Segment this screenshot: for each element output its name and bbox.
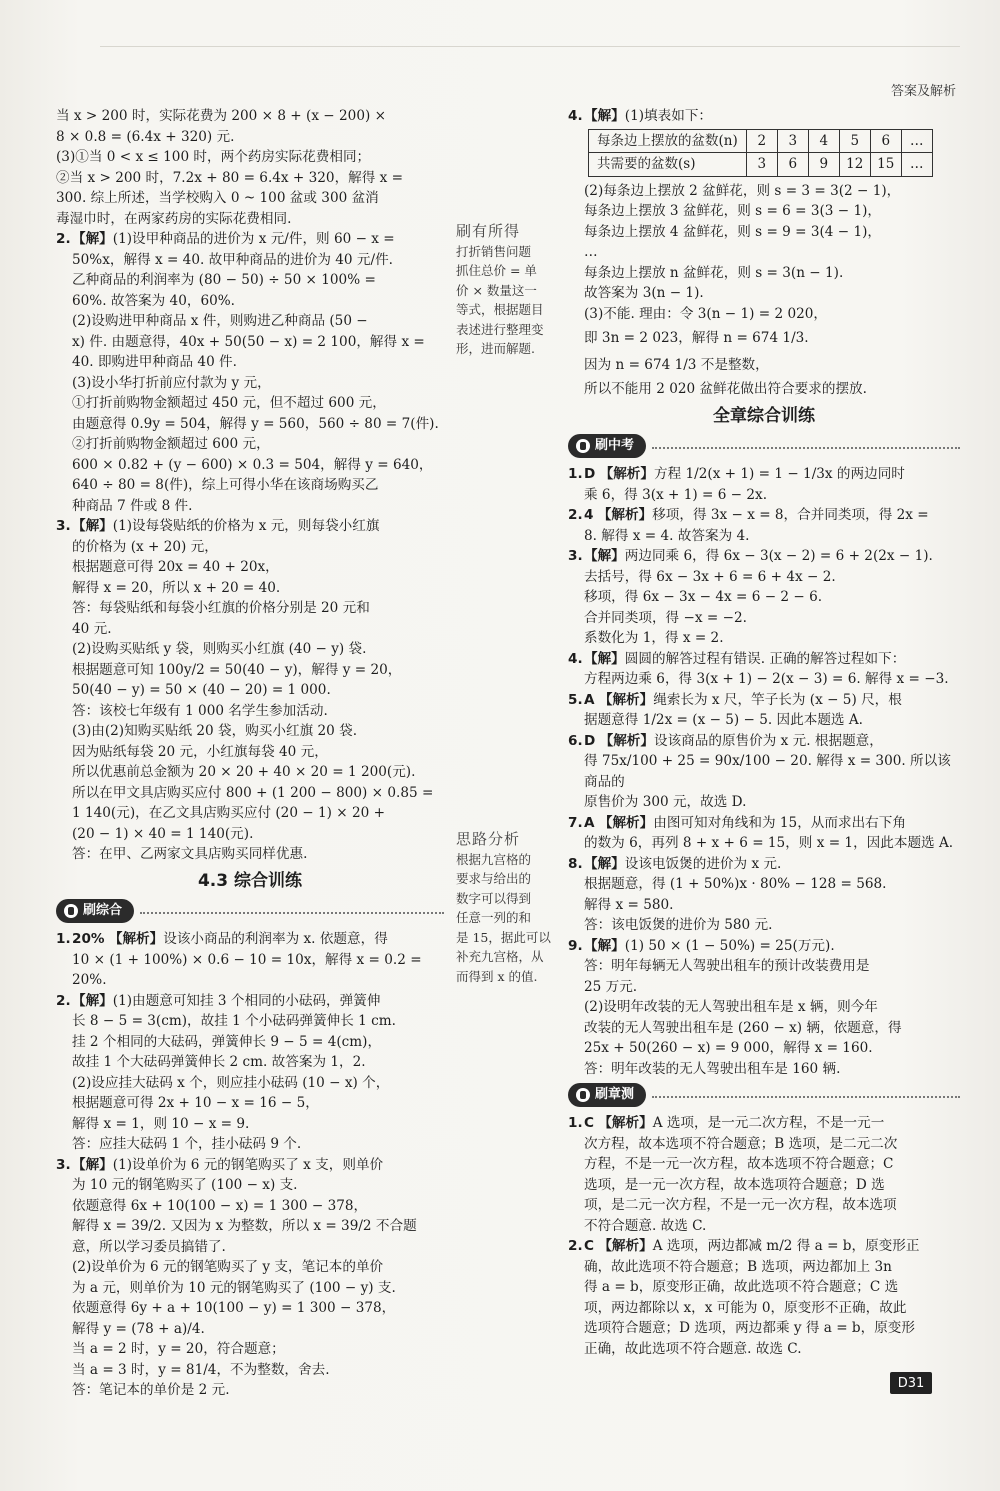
text-line: 乘 6，得 3(x + 1) = 6 − 2x. (584, 486, 768, 503)
question-number: 3. (56, 1156, 71, 1173)
zonghe-question-1 (56, 929, 444, 991)
answer-value: A (584, 691, 595, 708)
answer-tag: 【解析】 (598, 691, 654, 708)
question-4 (568, 106, 960, 400)
answer-tag: 【解】 (584, 548, 625, 564)
text-line: 10 × (1 + 100%) × 0.6 − 10 = 10x，解得 x = 0.2 = 20%. (72, 951, 426, 988)
text-line: 答：笔记本的单价是 2 元. (72, 1382, 230, 1398)
text-line: 1 140(元)，在乙文具店购买应付 (20 − 1) × 20 + (72, 805, 386, 821)
text-line: … (584, 244, 598, 260)
text-line: (2)设明年改装的无人驾驶出租车是 x 辆，则今年 (584, 999, 878, 1015)
question-number: 5. (568, 691, 583, 708)
table-cell: 2 (746, 129, 777, 153)
table-header: 共需要的盆数(s) (589, 153, 747, 177)
text-line: 正确，故此选项不符合题意. 故选 C. (584, 1340, 802, 1357)
question-number: 6. (568, 732, 583, 749)
side-note-2 (456, 830, 566, 986)
text-line: (2)设应挂大砝码 x 个，则应挂小砝码 (10 − x) 个， (72, 1074, 390, 1091)
brush-icon (64, 904, 78, 918)
text-line: (20 − 1) × 40 = 1 140(元). (72, 825, 254, 842)
text-line: 答：每袋贴纸和每袋小红旗的价格分别是 20 元和 (72, 600, 370, 616)
text-line: 得 75x/100 + 25 = 90x/100 − 20. 解得 x = 300. 所以该商品的 (584, 753, 951, 790)
answer-tag: 【解析】 (597, 507, 653, 523)
table-cell: 6 (777, 153, 808, 177)
text-line: A 选项，两边都减 m/2 得 a = b，原变形正 (652, 1238, 920, 1254)
text-line: 改装的无人驾驶出租车是 (260 − x) 辆，依题意，得 (584, 1019, 902, 1036)
text-line: ②当 x > 200 时，7.2x + 80 = 6.4x + 320，解得 x = (56, 169, 404, 186)
text-line: 每条边上摆放 3 盆鲜花，则 s = 6 = 3(3 − 1)， (584, 203, 882, 219)
right-column (568, 106, 960, 1359)
badge-label: 刷章测 (595, 1086, 635, 1102)
chapter-title: 全章综合训练 (713, 405, 815, 426)
text-line: 根据题意可知 100y/2 = 50(40 − y)，解得 y = 20， (72, 661, 402, 678)
text-line: 50(40 − y) = 50 × (40 − 20) = 1 000. (72, 682, 331, 698)
text-line: (2)每条边上摆放 2 盆鲜花，则 s = 3 = 3(2 − 1)， (584, 182, 901, 199)
text-line: 答：明年每辆无人驾驶出租车的预计改装费用是 (584, 958, 870, 974)
chapter-question-9 (568, 936, 960, 1080)
answer-value: C (584, 1115, 594, 1131)
text-line: 由图可知对角线和为 15，从而求出右下角 (653, 814, 906, 831)
text-line: 答：该电饭煲的进价为 580 元. (584, 917, 773, 933)
table-cell: 5 (839, 129, 870, 153)
table-row (589, 153, 933, 177)
text-line: 根据题意可得 2x + 10 − x = 16 − 5， (72, 1095, 319, 1111)
badge-zhangce (568, 1083, 646, 1107)
table-cell: … (901, 129, 932, 153)
text-line: 解得 x = 20，所以 x + 20 = 40. (72, 579, 281, 596)
brush-icon (576, 439, 590, 453)
chapter-question-5 (568, 690, 960, 731)
text-line: 300. 综上所述，当学校购入 0 ~ 100 盆或 300 盆消 (56, 190, 379, 206)
text-line: 答：该校七年级有 1 000 名学生参加活动. (72, 702, 328, 719)
text-line: 方程，不是一元一次方程，故本选项不符合题意；C (584, 1156, 894, 1172)
text-line: 所以不能用 2 020 盆鲜花做出符合要求的摆放. (584, 381, 867, 397)
text-line: (3)①当 0 < x ≤ 100 时，两个药房实际花费相同； (56, 149, 371, 165)
text-line: 当 a = 3 时，y = 81/4，不为整数，舍去. (72, 1361, 330, 1378)
text-line: 40 元. (72, 620, 112, 637)
question-number: 3. (568, 548, 583, 564)
text-line: 系数化为 1，得 x = 2. (584, 630, 724, 646)
table-cell: 3 (777, 129, 808, 153)
question-number: 1. (568, 1115, 583, 1131)
side-note-title: 思路分析 (456, 830, 521, 848)
text-line: 乙种商品的利润率为 (80 − 50) ÷ 50 × 100% = (72, 272, 376, 288)
header-rule (100, 46, 960, 47)
answer-tag: 【解】 (72, 1156, 113, 1173)
text-line: 移项，得 3x − x = 8，合并同类项，得 2x = (652, 507, 929, 523)
text-line: 次方程，故本选项不符合题意；B 选项，是二元二次 (584, 1135, 898, 1152)
chapter-question-3 (568, 546, 960, 649)
text-line: 去括号，得 6x − 3x + 6 = 6 + 4x − 2. (584, 568, 836, 585)
question-number: 1. (568, 466, 583, 482)
answer-tag: 【解析】 (598, 1238, 653, 1254)
text-line: 设该商品的原售价为 x 元. 根据题意， (654, 732, 883, 749)
fill-table (588, 129, 933, 177)
answer-tag: 【解】 (72, 518, 113, 534)
text-line: 解得 x = 39/2. 又因为 x 为整数，所以 x = 39/2 不合题 (72, 1218, 417, 1234)
answer-value: 4 (584, 507, 594, 523)
text-line: 答：明年改装的无人驾驶出租车是 160 辆. (584, 1060, 841, 1077)
text-line: (1)设甲种商品的进价为 x 元/件，则 60 − x = (112, 231, 395, 247)
text-line: (2)设购进甲种商品 x 件，则购进乙种商品 (50 − (72, 313, 368, 329)
question-number: 2. (56, 992, 71, 1009)
text-line: 故挂 1 个大砝码弹簧伸长 2 cm. 故答案为 1，2. (72, 1054, 366, 1070)
answer-value: 20% (72, 931, 105, 947)
text-line: 答：在甲、乙两家文具店购买同样优惠. (72, 846, 308, 862)
text-line: 40. 即购进甲种商品 40 件. (72, 354, 237, 370)
table-cell: 6 (870, 129, 901, 153)
question-2 (56, 229, 444, 516)
text-line: 种商品 7 件或 8 件. (72, 497, 193, 514)
side-note-line: 价 × 数量这一 (456, 282, 537, 298)
text-line: 不符合题意. 故选 C. (584, 1217, 707, 1234)
text-line: ②打折前购物金额超过 600 元， (72, 436, 270, 452)
answer-value: C (584, 1238, 594, 1254)
badge-label: 刷中考 (595, 437, 635, 453)
text-line: A 选项，是一元二次方程，不是一元一 (652, 1115, 885, 1131)
answer-tag: 【解】 (584, 855, 625, 872)
text-line: 50%x，解得 x = 40. 故甲种商品的进价为 40 元/件. (72, 251, 393, 268)
text-line: 原售价为 300 元，故选 D. (584, 794, 747, 810)
text-line: 方程 1/2(x + 1) = 1 − 1/3x 的两边同时 (654, 466, 905, 482)
text-line: ①打折前购物金额超过 450 元，但不超过 600 元， (72, 395, 386, 411)
text-line: 的价格为 (x + 20) 元， (72, 538, 218, 555)
text-line: (1)设单价为 6 元的钢笔购买了 x 支，则单价 (112, 1156, 384, 1173)
text-line: 由题意得 0.9y = 504，解得 y = 560，560 ÷ 80 = 7(件). (72, 415, 439, 432)
question-number: 2. (568, 1238, 583, 1254)
answer-tag: 【解析】 (598, 814, 654, 831)
answer-tag: 【解】 (584, 108, 625, 124)
test-question-1 (568, 1113, 960, 1236)
question-number: 1. (56, 931, 71, 947)
badge-row (568, 430, 960, 464)
brush-icon (576, 1088, 590, 1102)
table-cell: … (901, 153, 932, 177)
answer-value: D (584, 466, 596, 482)
text-line: 8 × 0.8 = (6.4x + 320) 元. (56, 128, 235, 145)
text-line: 项，两边都除以 x，x 可能为 0，原变形不正确，故此 (584, 1299, 907, 1316)
text-line: 选项符合题意；D 选项，两边都乘 y 得 a = b，原变形 (584, 1320, 915, 1336)
question-number: 3. (56, 518, 71, 534)
side-note-line: 而得到 x 的值. (456, 968, 538, 984)
text-line: (1)填表如下： (624, 108, 713, 124)
text-line: 毒湿巾时，在两家药房的实际花费相同. (56, 210, 292, 227)
text-line: 600 × 0.82 + (y − 600) × 0.3 = 504，解得 y = 640， (72, 456, 433, 473)
answer-tag: 【解析】 (598, 1115, 653, 1131)
text-line: 60%. 故答案为 40，60%. (72, 292, 235, 309)
answer-tag: 【解】 (584, 650, 625, 667)
text-line: 根据题意，得 (1 + 50%)x · 80% − 128 = 568. (584, 876, 887, 892)
text-line: 方程两边乘 6，得 3(x + 1) − 2(x − 3) = 6. 解得 x = −3. (584, 671, 949, 687)
answer-tag: 【解】 (72, 231, 113, 247)
side-note-line: 等式，根据题目 (456, 302, 544, 317)
text-line: 的数为 6，再列 8 + x + 6 = 15，则 x = 1，因此本题选 A. (584, 835, 954, 851)
side-note-line: 是 15，据此可以 (456, 929, 551, 945)
question-number: 2. (56, 231, 71, 247)
table-cell: 15 (870, 153, 901, 177)
text-line: 640 ÷ 80 = 8(件)，综上可得小华在该商场购买乙 (72, 477, 379, 493)
text-line: 圆圆的解答过程有错误. 正确的解答过程如下： (624, 650, 906, 667)
text-line: (1) 50 × (1 − 50%) = 25(万元). (624, 937, 835, 954)
text-line: 确，故此选项不符合题意；B 选项，两边都加上 3n (584, 1258, 892, 1275)
text-line: 根据题意可得 20x = 40 + 20x， (72, 559, 279, 575)
text-line: 挂 2 个相同的大砝码，弹簧伸长 9 − 5 = 4(cm)， (72, 1033, 382, 1050)
side-note-line: 要求与给出的 (456, 871, 532, 886)
table-cell: 3 (746, 153, 777, 177)
zonghe-question-3 (56, 1155, 444, 1401)
side-note-line: 形，进而解题. (456, 341, 535, 356)
zonghe-question-2 (56, 991, 444, 1155)
text-line: 项，是二元一次方程，不是一元一次方程，故本选项 (584, 1197, 897, 1213)
text-line: 意，所以学习委员搞错了. (72, 1238, 226, 1255)
text-line: (2)设购买贴纸 y 袋，则购买小红旗 (40 − y) 袋. (72, 641, 367, 657)
text-line: (2)设单价为 6 元的钢笔购买了 y 支，笔记本的单价 (72, 1259, 384, 1275)
text-line: 选项，是一元一次方程，故本选项符合题意；D 选 (584, 1176, 885, 1193)
text-line: 故答案为 3(n − 1). (584, 285, 704, 301)
badge-row (56, 895, 444, 929)
text-line: 解得 x = 1，则 10 − x = 9. (72, 1115, 250, 1132)
section-title: 4.3 综合训练 (197, 870, 303, 891)
text-line: 25x + 50(260 − x) = 9 000，解得 x = 160. (584, 1040, 873, 1056)
answer-tag: 【解析】 (108, 931, 164, 947)
text-line: 移项，得 6x − 3x − 4x = 6 − 2 − 6. (584, 589, 823, 605)
text-line: 因为贴纸每袋 20 元，小红旗每袋 40 元， (72, 743, 328, 760)
text-line: 答：应挂大砝码 1 个，挂小砝码 9 个. (72, 1136, 302, 1152)
header-title: 答案及解析 (890, 84, 956, 99)
side-note-line: 表述进行整理变 (456, 321, 544, 337)
chapter-question-1 (568, 464, 960, 505)
chapter-question-8 (568, 854, 960, 936)
text-line: 得 a = b，原变形正确，故此选项不符合题意；C 选 (584, 1279, 899, 1295)
side-note-line: 数字可以得到 (456, 890, 532, 906)
text-line: 设该小商品的利润率为 x. 依题意，得 (163, 931, 388, 947)
table-row (589, 129, 933, 153)
answer-tag: 【解】 (584, 937, 625, 954)
chapter-question-6 (568, 731, 960, 813)
text-line: 每条边上摆放 n 盆鲜花，则 s = 3(n − 1). (584, 264, 844, 281)
text-line: 据题意得 1/2x = (x − 5) − 5. 因此本题选 A. (584, 712, 863, 728)
question-number: 9. (568, 937, 583, 954)
side-note-line: 任意一列的和 (456, 910, 532, 925)
test-question-2 (568, 1236, 960, 1359)
text-line: (3)设小华打折前应付款为 y 元， (72, 374, 271, 391)
answer-tag: 【解】 (72, 992, 113, 1009)
side-note-line: 打折销售问题 (456, 243, 532, 259)
badge-zonghe (56, 899, 134, 923)
table-cell: 12 (839, 153, 870, 177)
text-line: 每条边上摆放 4 盆鲜花，则 s = 9 = 3(4 − 1)， (584, 223, 882, 240)
text-line: 为 a 元，则单价为 10 元的钢笔购买了 (100 − y) 支. (72, 1279, 396, 1296)
text-line: (3)不能. 理由：令 3(n − 1) = 2 020， (584, 305, 828, 322)
text-line: 当 a = 2 时，y = 20，符合题意； (72, 1341, 285, 1357)
text-line: (1)由题意可知挂 3 个相同的小砝码，弹簧伸 (112, 992, 381, 1009)
badge-label: 刷综合 (83, 902, 123, 918)
answer-tag: 【解析】 (599, 732, 654, 749)
question-number: 8. (568, 855, 583, 872)
text-line: 所以优惠前总金额为 20 × 20 + 40 × 20 = 1 200(元). (72, 764, 416, 780)
text-line: 绳索长为 x 尺，竿子长为 (x − 5) 尺，根 (653, 691, 902, 708)
table-header: 每条边上摆放的盆数(n) (589, 129, 747, 153)
table-cell: 4 (808, 129, 839, 153)
table-cell: 9 (808, 153, 839, 177)
text-line: 解得 y = (78 + a)/4. (72, 1320, 205, 1337)
text-line: x) 件. 由题意得，40x + 50(50 − x) = 2 100，解得 x = (72, 333, 425, 350)
page-number: D31 (890, 1372, 932, 1394)
answer-tag: 【解析】 (599, 466, 654, 482)
question-number: 7. (568, 814, 583, 831)
side-note-1 (456, 222, 566, 359)
text-line: 两边同乘 6，得 6x − 3(x − 2) = 6 + 2(2x − 1). (624, 548, 933, 564)
badge-row (568, 1079, 960, 1113)
answer-value: A (584, 814, 595, 831)
text-line: 依题意得 6y + a + 10(100 − y) = 1 300 − 378， (72, 1300, 396, 1316)
side-note-line: 抓住总价 = 单 (456, 263, 537, 278)
badge-zhongkao (568, 434, 646, 458)
text-line: 25 万元. (584, 978, 638, 995)
side-note-title: 刷有所得 (456, 222, 521, 240)
text-line: 设该电饭煲的进价为 x 元. (624, 855, 782, 872)
question-3 (56, 516, 444, 865)
chapter-question-7 (568, 813, 960, 854)
text-line: 当 x > 200 时，实际花费为 200 × 8 + (x − 200) × (56, 108, 386, 124)
chapter-question-4 (568, 649, 960, 690)
text-line: (1)设每袋贴纸的价格为 x 元，则每袋小红旗 (112, 518, 380, 534)
question-number: 4. (568, 108, 583, 124)
answer-value: D (584, 732, 596, 749)
text-line: 合并同类项，得 −x = −2. (584, 609, 747, 626)
text-line: 8. 解得 x = 4. 故答案为 4. (584, 527, 750, 544)
intro-block (56, 106, 444, 229)
chapter-question-2 (568, 505, 960, 546)
question-number: 4. (568, 650, 583, 667)
side-note-line: 补充九宫格，从 (456, 949, 544, 964)
text-line: (3)由(2)知购买贴纸 20 袋，购买小红旗 20 袋. (72, 723, 358, 739)
text-line: 依题意得 6x + 10(100 − x) = 1 300 − 378， (72, 1197, 368, 1214)
left-column (56, 106, 444, 1401)
side-note-line: 根据九宫格的 (456, 851, 532, 867)
text-line: 解得 x = 580. (584, 896, 674, 913)
text-line: 即 3n = 2 023，解得 n = 674 1/3. (584, 330, 809, 346)
text-line: 所以在甲文具店购买应付 800 + (1 200 − 800) × 0.85 = (72, 784, 434, 801)
text-line: 为 10 元的钢笔购买了 (100 − x) 支. (72, 1177, 298, 1193)
text-line: 长 8 − 5 = 3(cm)，故挂 1 个小砝码弹簧伸长 1 cm. (72, 1013, 396, 1029)
question-number: 2. (568, 507, 583, 523)
text-line: 因为 n = 674 1/3 不是整数， (584, 356, 769, 373)
